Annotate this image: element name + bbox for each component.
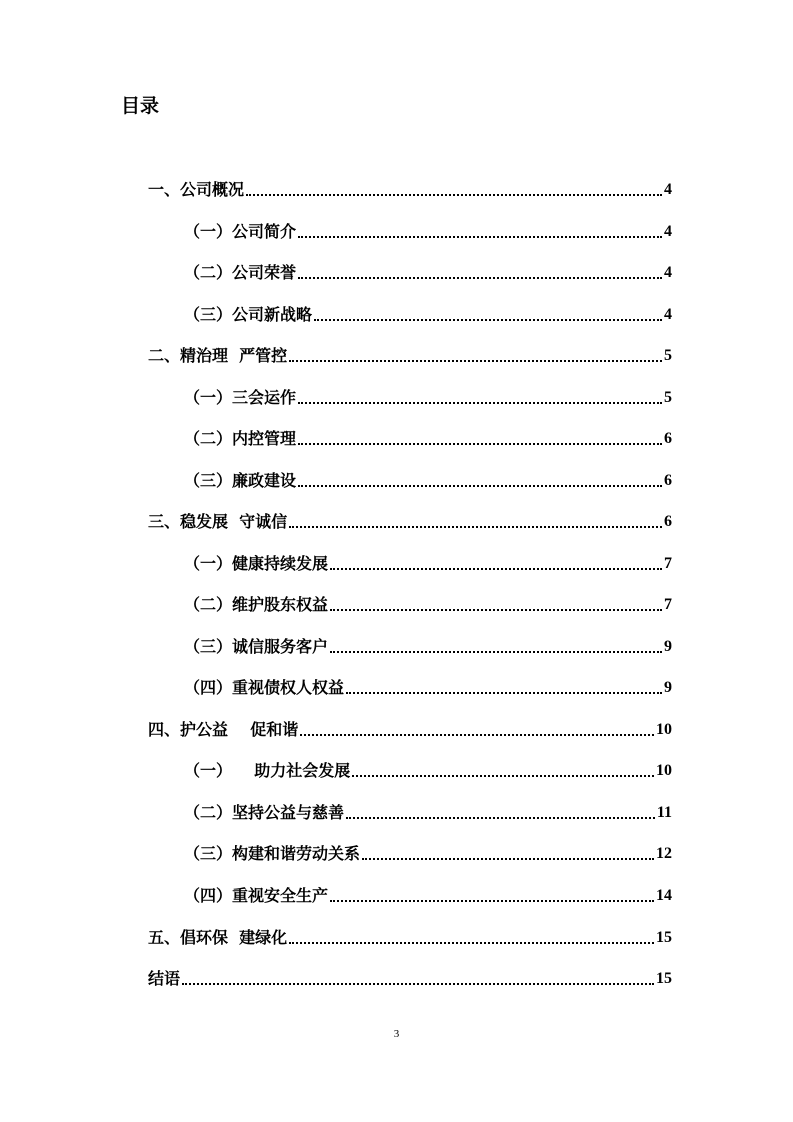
toc-entry-page: 9 [664,679,672,696]
toc-entry-label: （一）三会运作 [184,388,297,407]
toc-entry-label: （四）重视安全生产 [184,886,329,905]
toc-dot-leader [330,651,662,653]
toc-entry-page: 6 [664,430,672,447]
toc-entry[interactable] [148,717,672,741]
toc-entry[interactable] [184,592,672,616]
toc-entry-label: 五、倡环保 建绿化 [148,928,288,947]
toc-dot-leader [246,194,662,196]
toc-entry[interactable] [184,260,672,284]
toc-dot-leader [289,360,662,362]
toc-entry-page: 4 [664,264,672,281]
toc-dot-leader [346,817,655,819]
toc-entry-label: （一） 助力社会发展 [184,761,351,780]
toc-entry[interactable] [184,551,672,575]
toc-dot-leader [298,443,662,445]
toc-entry-label: 二、精治理 严管控 [148,346,288,365]
toc-entry[interactable] [148,509,672,533]
toc-dot-leader [289,942,654,944]
toc-entry-page: 14 [656,887,672,904]
toc-entry[interactable] [148,343,672,367]
toc-entry-page: 15 [656,970,672,987]
toc-entry-label: （二）内控管理 [184,429,297,448]
page-number: 3 [393,1028,400,1040]
toc-entry-page: 10 [656,721,672,738]
toc-entry[interactable] [184,468,672,492]
toc-entry-label: 一、公司概况 [148,180,245,199]
toc-entry[interactable] [148,925,672,949]
toc-entry-page: 5 [664,389,672,406]
toc-entry-page: 4 [664,181,672,198]
toc-entry[interactable] [184,219,672,243]
toc-entry[interactable] [184,841,672,865]
toc-entry-label: 三、稳发展 守诚信 [148,512,288,531]
toc-entry-page: 9 [664,638,672,655]
toc-dot-leader [182,983,654,985]
toc-dot-leader [346,692,662,694]
toc-entry[interactable] [148,966,672,990]
toc-entry[interactable] [184,385,672,409]
toc-entry-page: 15 [656,929,672,946]
toc-entry[interactable] [184,302,672,326]
toc-dot-leader [314,319,662,321]
toc-entry[interactable] [184,634,672,658]
toc-dot-leader [298,236,662,238]
toc-entry[interactable] [184,800,672,824]
toc-entry-label: （三）公司新战略 [184,305,313,324]
toc-entry-label: （三）构建和谐劳动关系 [184,844,361,863]
toc-entry[interactable] [184,883,672,907]
toc-entry-label: 四、护公益 促和谐 [148,720,299,739]
toc-entry-page: 4 [664,223,672,240]
toc-entry-label: （二）公司荣誉 [184,263,297,282]
toc-dot-leader [330,900,654,902]
toc-entry[interactable] [184,675,672,699]
page-title: 目录 [121,95,160,117]
toc-entry-page: 7 [664,596,672,613]
toc-entry[interactable] [184,758,672,782]
toc-entry-label: （一）公司简介 [184,222,297,241]
toc-dot-leader [298,485,662,487]
toc-entry-label: （一）健康持续发展 [184,554,329,573]
toc-entry-page: 5 [664,347,672,364]
toc-entry-page: 6 [664,472,672,489]
toc-dot-leader [298,402,662,404]
toc-entry[interactable] [148,177,672,201]
toc-dot-leader [298,277,662,279]
toc-entry-page: 4 [664,306,672,323]
toc-dot-leader [352,775,654,777]
toc-dot-leader [362,858,654,860]
toc-dot-leader [289,526,662,528]
toc-dot-leader [300,734,654,736]
toc-entry-label: 结语 [148,969,181,988]
toc-entry-label: （四）重视债权人权益 [184,678,345,697]
toc-entry-page: 12 [656,845,672,862]
toc-dot-leader [330,609,662,611]
toc-entry-label: （二）坚持公益与慈善 [184,803,345,822]
toc-dot-leader [330,568,662,570]
toc-entry-label: （三）廉政建设 [184,471,297,490]
toc-entry-label: （三）诚信服务客户 [184,637,329,656]
toc-entry-label: （二）维护股东权益 [184,595,329,614]
toc-entry[interactable] [184,426,672,450]
toc-entry-page: 7 [664,555,672,572]
toc-entry-page: 11 [656,804,672,821]
toc-entry-page: 6 [664,513,672,530]
toc-entry-page: 10 [656,762,672,779]
